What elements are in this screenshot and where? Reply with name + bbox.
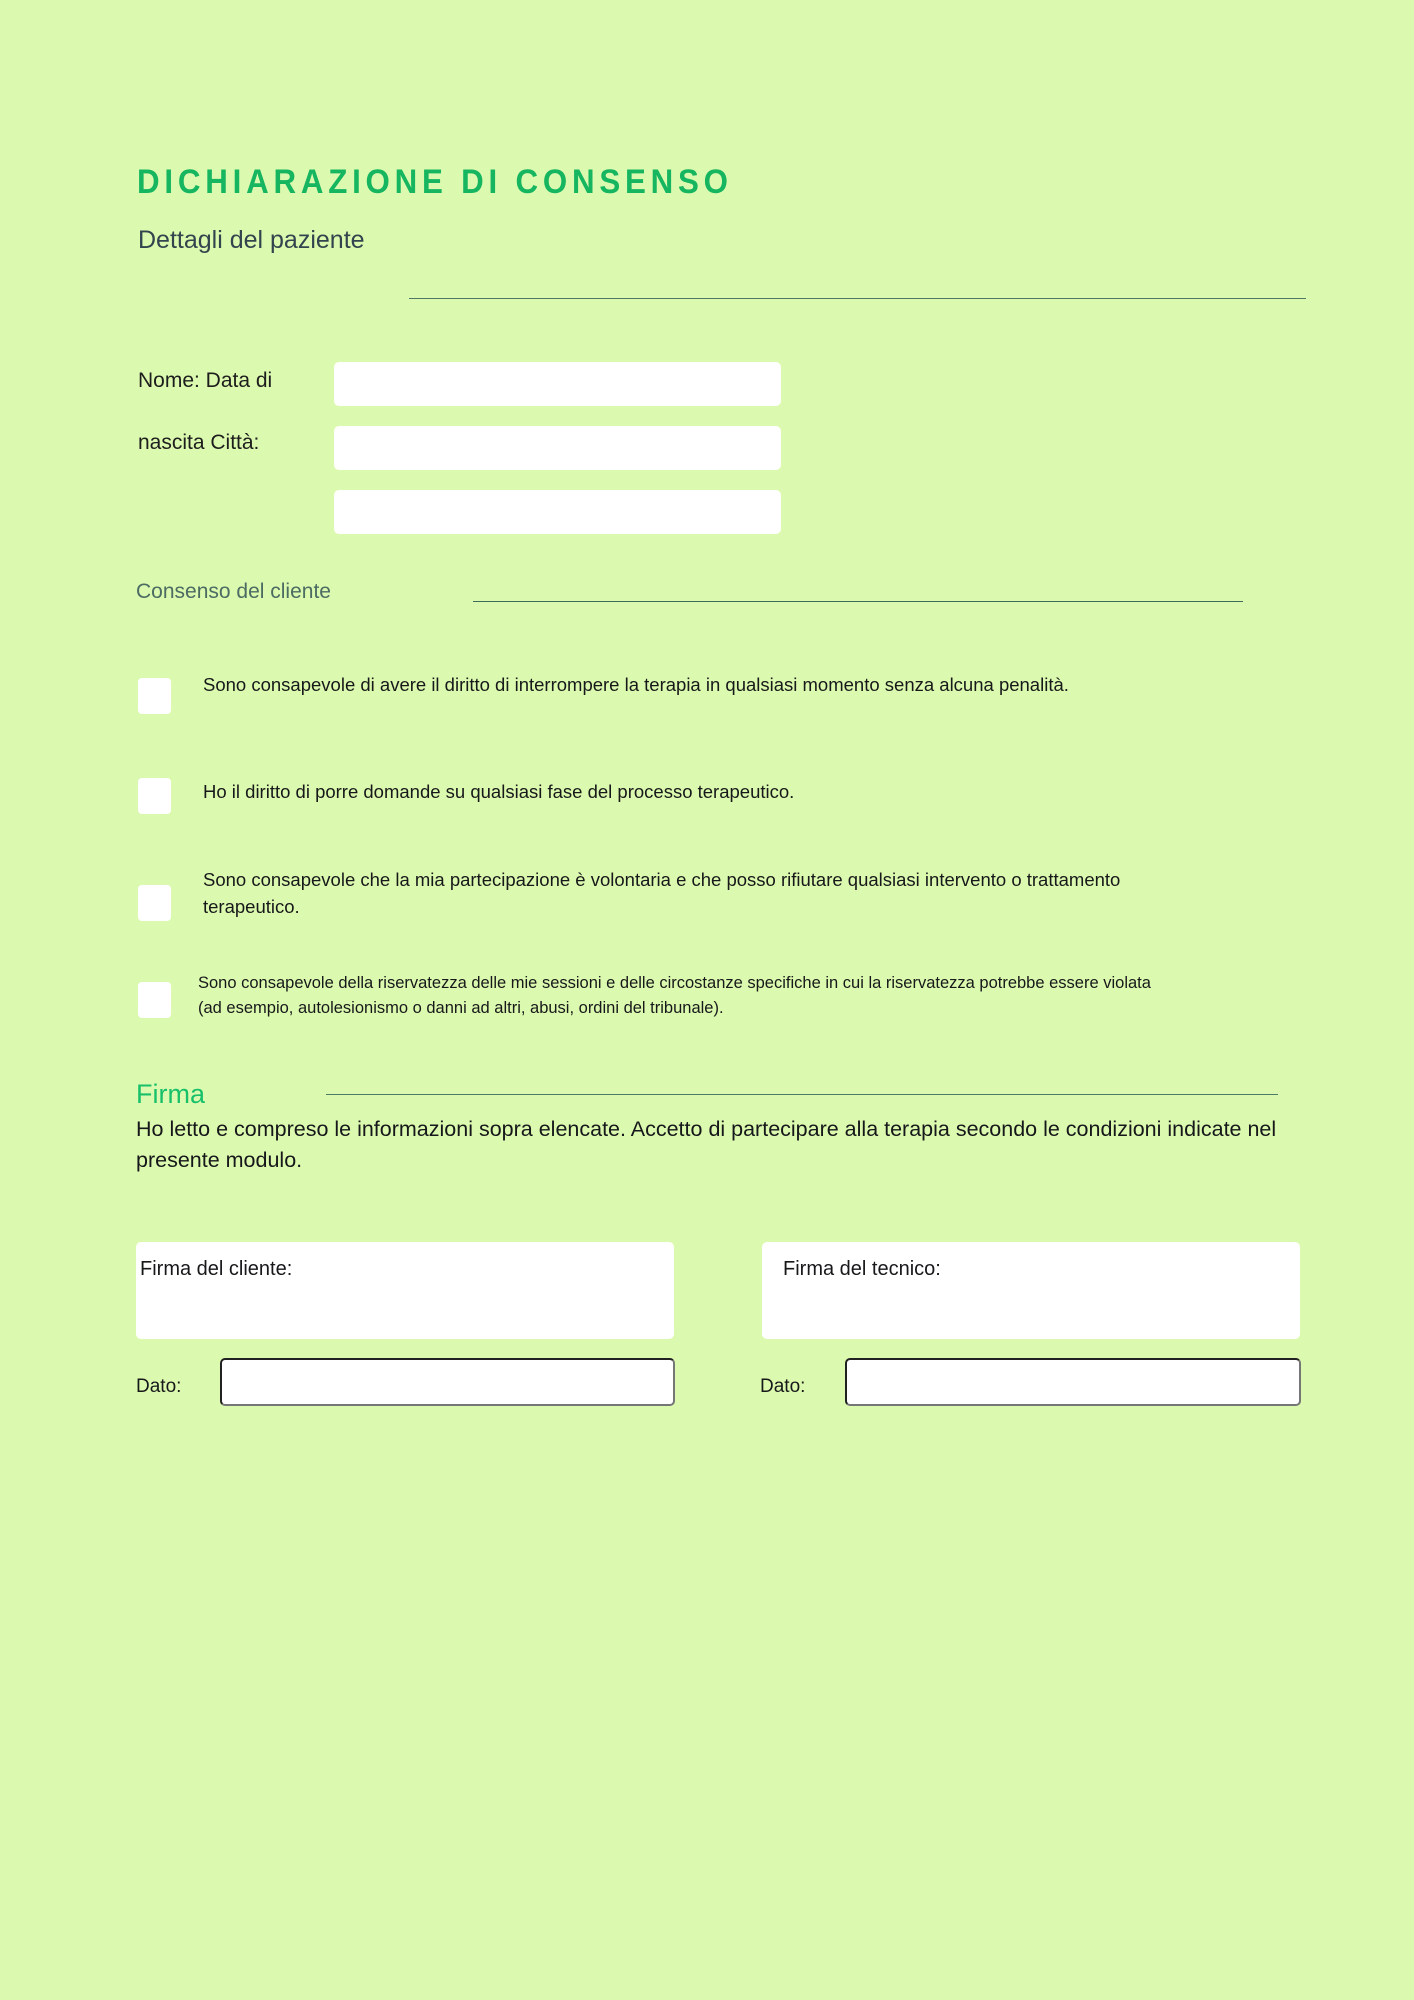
consent-divider <box>473 601 1243 602</box>
consent-section-label: Consenso del cliente <box>136 580 331 603</box>
client-date-label: Dato: <box>136 1376 182 1397</box>
signature-section-heading: Firma <box>136 1079 205 1109</box>
signature-statement-text: Ho letto e compreso le informazioni sopra elencate. Accetto di partecipare alla terapia secondo le condizioni indicate nel presente modulo. <box>136 1117 1277 1172</box>
consent-checkbox-1[interactable] <box>138 678 171 714</box>
technician-signature-label: Firma del tecnico: <box>783 1258 941 1280</box>
nome-input[interactable] <box>334 362 781 406</box>
consent-checkbox-3[interactable] <box>138 885 171 921</box>
consent-text-4: Sono consapevole della riservatezza delle mie sessioni e delle circostanze specifiche in cui la riservatezza potrebbe essere violata (ad esempio, autolesionismo o danni ad altri, abusi, ordini del tribunale). <box>198 974 1151 1017</box>
technician-date-input[interactable] <box>845 1358 1301 1406</box>
page-title: DICHIARAZIONE DI CONSENSO <box>137 163 733 201</box>
data-di-nascita-input[interactable] <box>334 426 781 470</box>
consent-text-3: Sono consapevole che la mia partecipazione è volontaria e che posso rifiutare qualsiasi intervento o trattamento terapeutico. <box>203 869 1121 917</box>
technician-date-label: Dato: <box>760 1376 806 1397</box>
consent-text-2: Ho il diritto di porre domande su qualsiasi fase del processo terapeutico. <box>203 781 795 802</box>
patient-label-line-1: Nome: Data di <box>138 369 273 392</box>
patient-label-line-2: nascita Città: <box>138 431 260 454</box>
client-signature-field[interactable] <box>136 1242 674 1339</box>
signature-divider <box>326 1094 1278 1095</box>
consent-checkbox-2[interactable] <box>138 778 171 814</box>
citta-input[interactable] <box>334 490 781 534</box>
client-date-input[interactable] <box>220 1358 675 1406</box>
header-divider <box>409 298 1306 299</box>
consent-checkbox-4[interactable] <box>138 982 171 1018</box>
consent-text-1: Sono consapevole di avere il diritto di interrompere la terapia in qualsiasi momento senza alcuna penalità. <box>203 674 1069 695</box>
client-signature-label: Firma del cliente: <box>140 1258 293 1280</box>
page-subtitle: Dettagli del paziente <box>138 226 365 254</box>
technician-signature-field[interactable] <box>762 1242 1300 1339</box>
